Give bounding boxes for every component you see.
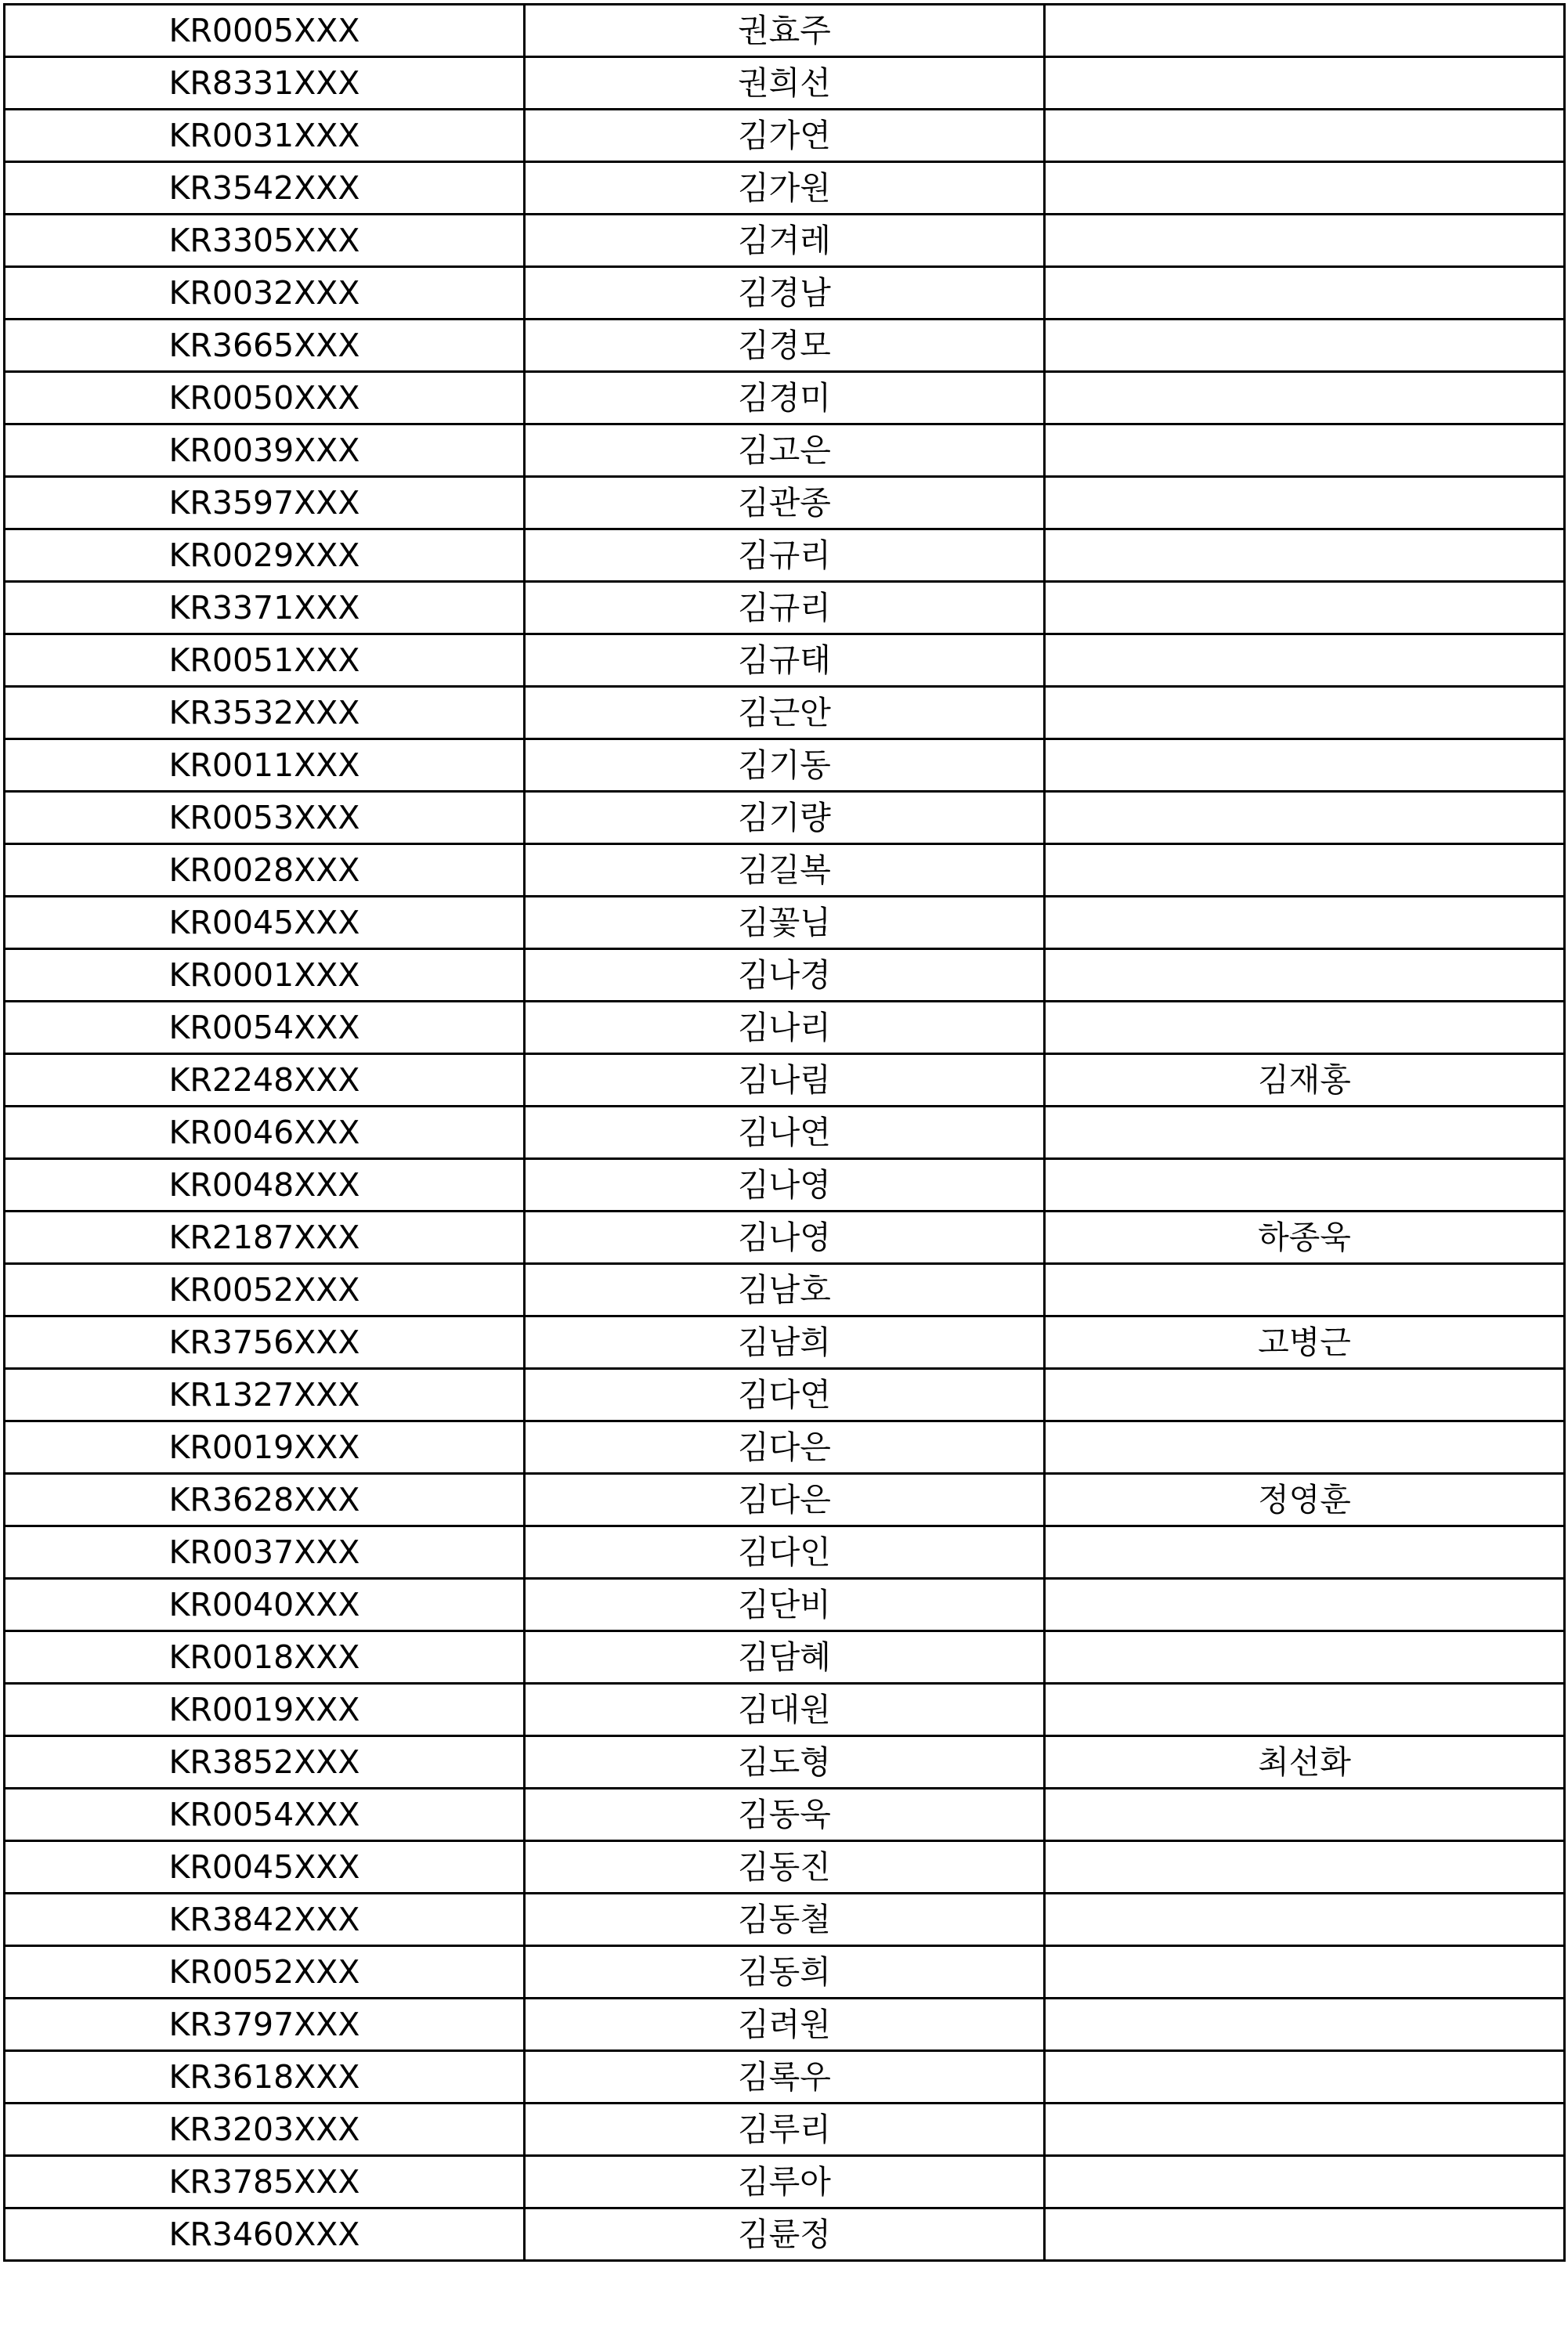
name-cell: 김도형 [525, 1736, 1045, 1789]
id-cell: KR2248XXX [5, 1054, 525, 1107]
table-row [5, 2156, 1565, 2208]
table-row [5, 1316, 1565, 1369]
id-cell: KR2187XXX [5, 1212, 525, 1264]
note-cell [1045, 1002, 1565, 1054]
id-cell: KR3542XXX [5, 162, 525, 215]
table-row [5, 529, 1565, 582]
name-cell: 김경미 [525, 372, 1045, 424]
id-cell: KR3665XXX [5, 320, 525, 372]
name-cell: 김록우 [525, 2051, 1045, 2104]
table-row [5, 1159, 1565, 1212]
table-row [5, 1264, 1565, 1316]
note-cell: 고병근 [1045, 1316, 1565, 1369]
note-cell [1045, 1526, 1565, 1579]
note-cell [1045, 1369, 1565, 1421]
name-cell: 김나림 [525, 1054, 1045, 1107]
note-cell [1045, 1999, 1565, 2051]
name-cell: 김동욱 [525, 1789, 1045, 1841]
name-cell: 김기동 [525, 739, 1045, 792]
name-cell: 김규리 [525, 582, 1045, 634]
id-cell: KR3628XXX [5, 1474, 525, 1526]
note-cell: 최선화 [1045, 1736, 1565, 1789]
table-row [5, 1054, 1565, 1107]
name-cell: 김단비 [525, 1579, 1045, 1631]
note-cell [1045, 634, 1565, 687]
table-row [5, 2104, 1565, 2156]
name-cell: 김담혜 [525, 1631, 1045, 1684]
name-cell: 김다연 [525, 1369, 1045, 1421]
name-cell: 김겨레 [525, 215, 1045, 267]
table-row [5, 687, 1565, 739]
id-cell: KR0054XXX [5, 1002, 525, 1054]
table-row [5, 1369, 1565, 1421]
table-row [5, 897, 1565, 949]
note-cell [1045, 1421, 1565, 1474]
id-cell: KR0040XXX [5, 1579, 525, 1631]
table-row [5, 1212, 1565, 1264]
id-cell: KR0052XXX [5, 1946, 525, 1999]
note-cell [1045, 897, 1565, 949]
table-row [5, 1002, 1565, 1054]
table-row [5, 320, 1565, 372]
id-cell: KR3305XXX [5, 215, 525, 267]
name-cell: 김관종 [525, 477, 1045, 529]
id-cell: KR1327XXX [5, 1369, 525, 1421]
table-row [5, 215, 1565, 267]
note-cell [1045, 582, 1565, 634]
table-row [5, 844, 1565, 897]
note-cell [1045, 5, 1565, 57]
name-cell: 김다은 [525, 1421, 1045, 1474]
id-cell: KR0011XXX [5, 739, 525, 792]
note-cell [1045, 1159, 1565, 1212]
table-row [5, 792, 1565, 844]
id-cell: KR3797XXX [5, 1999, 525, 2051]
note-cell [1045, 792, 1565, 844]
name-cell: 김경남 [525, 267, 1045, 320]
id-cell: KR3852XXX [5, 1736, 525, 1789]
note-cell [1045, 57, 1565, 110]
name-cell: 김기량 [525, 792, 1045, 844]
note-cell [1045, 1789, 1565, 1841]
id-cell: KR0051XXX [5, 634, 525, 687]
name-cell: 김동진 [525, 1841, 1045, 1894]
table-row [5, 582, 1565, 634]
name-cell: 김동희 [525, 1946, 1045, 1999]
name-cell: 김다은 [525, 1474, 1045, 1526]
name-cell: 김남호 [525, 1264, 1045, 1316]
table-row [5, 110, 1565, 162]
note-cell [1045, 2104, 1565, 2156]
note-cell: 김재홍 [1045, 1054, 1565, 1107]
table-row [5, 1999, 1565, 2051]
id-cell: KR0019XXX [5, 1421, 525, 1474]
id-cell: KR3756XXX [5, 1316, 525, 1369]
table-row [5, 2208, 1565, 2261]
table-row [5, 162, 1565, 215]
id-cell: KR0052XXX [5, 1264, 525, 1316]
note-cell [1045, 2051, 1565, 2104]
name-cell: 김나리 [525, 1002, 1045, 1054]
id-cell: KR0029XXX [5, 529, 525, 582]
name-cell: 김나경 [525, 949, 1045, 1002]
id-cell: KR0048XXX [5, 1159, 525, 1212]
name-cell: 김꽃님 [525, 897, 1045, 949]
note-cell [1045, 267, 1565, 320]
note-cell [1045, 1264, 1565, 1316]
id-cell: KR3618XXX [5, 2051, 525, 2104]
id-cell: KR0045XXX [5, 897, 525, 949]
note-cell [1045, 529, 1565, 582]
note-cell [1045, 320, 1565, 372]
note-cell [1045, 844, 1565, 897]
table-row [5, 949, 1565, 1002]
table-row [5, 1894, 1565, 1946]
table-row [5, 1736, 1565, 1789]
name-cell: 김동철 [525, 1894, 1045, 1946]
id-cell: KR3532XXX [5, 687, 525, 739]
name-cell: 김륜정 [525, 2208, 1045, 2261]
table-row [5, 424, 1565, 477]
name-cell: 김려원 [525, 1999, 1045, 2051]
name-cell: 김길복 [525, 844, 1045, 897]
note-cell [1045, 2208, 1565, 2261]
id-cell: KR0037XXX [5, 1526, 525, 1579]
id-cell: KR0028XXX [5, 844, 525, 897]
note-cell [1045, 1631, 1565, 1684]
name-cell: 김경모 [525, 320, 1045, 372]
table-row [5, 1631, 1565, 1684]
id-cell: KR0039XXX [5, 424, 525, 477]
table-row [5, 267, 1565, 320]
name-cell: 김근안 [525, 687, 1045, 739]
table-row [5, 372, 1565, 424]
note-cell [1045, 162, 1565, 215]
note-cell [1045, 949, 1565, 1002]
table-row [5, 2051, 1565, 2104]
note-cell [1045, 1946, 1565, 1999]
table-row [5, 1841, 1565, 1894]
id-cell: KR0050XXX [5, 372, 525, 424]
note-cell [1045, 110, 1565, 162]
note-cell [1045, 1841, 1565, 1894]
id-cell: KR3597XXX [5, 477, 525, 529]
table-row [5, 477, 1565, 529]
table-row [5, 1684, 1565, 1736]
name-cell: 김규리 [525, 529, 1045, 582]
id-cell: KR8331XXX [5, 57, 525, 110]
id-cell: KR0018XXX [5, 1631, 525, 1684]
table-row [5, 57, 1565, 110]
name-cell: 김루아 [525, 2156, 1045, 2208]
id-cell: KR3371XXX [5, 582, 525, 634]
table-row [5, 1107, 1565, 1159]
id-cell: KR0053XXX [5, 792, 525, 844]
table-row [5, 1474, 1565, 1526]
name-cell: 김가원 [525, 162, 1045, 215]
table-row [5, 1946, 1565, 1999]
name-cell: 권효주 [525, 5, 1045, 57]
note-cell [1045, 477, 1565, 529]
name-cell: 김나연 [525, 1107, 1045, 1159]
id-cell: KR3842XXX [5, 1894, 525, 1946]
table-body [5, 5, 1565, 2261]
table-row [5, 1579, 1565, 1631]
note-cell [1045, 1894, 1565, 1946]
note-cell [1045, 1107, 1565, 1159]
id-cell: KR0045XXX [5, 1841, 525, 1894]
note-cell [1045, 687, 1565, 739]
id-cell: KR3203XXX [5, 2104, 525, 2156]
note-cell [1045, 372, 1565, 424]
table-row [5, 1526, 1565, 1579]
id-cell: KR0001XXX [5, 949, 525, 1002]
note-cell [1045, 1684, 1565, 1736]
table-row [5, 1789, 1565, 1841]
id-cell: KR0005XXX [5, 5, 525, 57]
name-cell: 김나영 [525, 1212, 1045, 1264]
id-cell: KR3785XXX [5, 2156, 525, 2208]
name-cell: 김루리 [525, 2104, 1045, 2156]
id-cell: KR0031XXX [5, 110, 525, 162]
table-row [5, 634, 1565, 687]
note-cell [1045, 739, 1565, 792]
name-cell: 김고은 [525, 424, 1045, 477]
name-cell: 김규태 [525, 634, 1045, 687]
table-row [5, 5, 1565, 57]
table-row [5, 1421, 1565, 1474]
name-cell: 김가연 [525, 110, 1045, 162]
name-cell: 김나영 [525, 1159, 1045, 1212]
note-cell: 정영훈 [1045, 1474, 1565, 1526]
table-row [5, 739, 1565, 792]
name-cell: 김대원 [525, 1684, 1045, 1736]
name-cell: 김남희 [525, 1316, 1045, 1369]
id-cell: KR0054XXX [5, 1789, 525, 1841]
note-cell: 하종욱 [1045, 1212, 1565, 1264]
data-table [3, 3, 1566, 2262]
name-cell: 김다인 [525, 1526, 1045, 1579]
note-cell [1045, 424, 1565, 477]
id-cell: KR0046XXX [5, 1107, 525, 1159]
name-cell: 권희선 [525, 57, 1045, 110]
note-cell [1045, 2156, 1565, 2208]
id-cell: KR0019XXX [5, 1684, 525, 1736]
id-cell: KR0032XXX [5, 267, 525, 320]
note-cell [1045, 1579, 1565, 1631]
note-cell [1045, 215, 1565, 267]
id-cell: KR3460XXX [5, 2208, 525, 2261]
